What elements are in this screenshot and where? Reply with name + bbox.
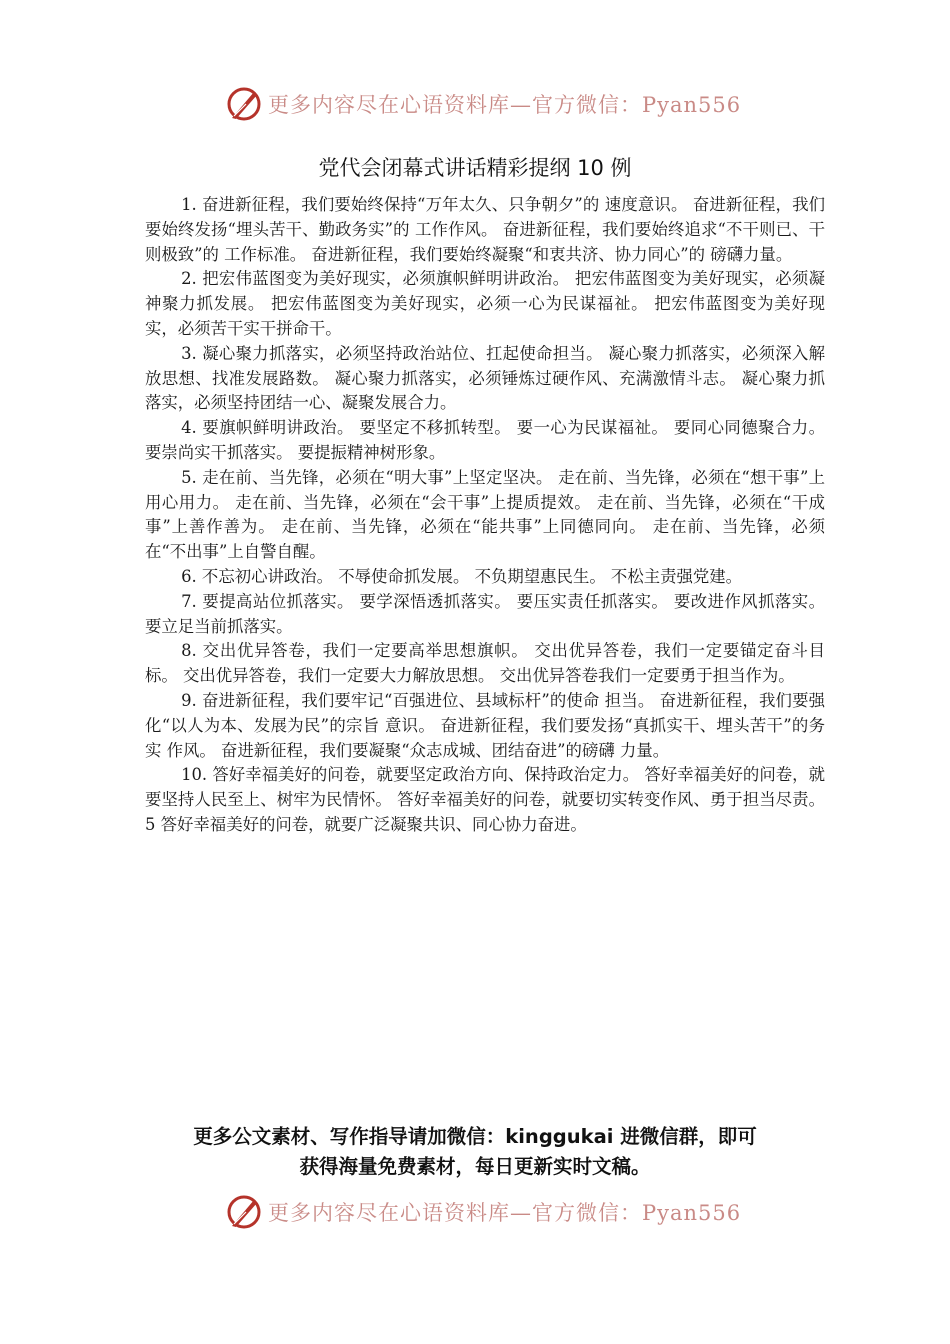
footer-line-1: 更多公文素材、写作指导请加微信：kinggukai 进微信群，即可: [193, 1125, 757, 1148]
paragraph-6: 6. 不忘初心讲政治。 不辱使命抓发展。 不负期望惠民生。 不松主责强党建。: [181, 566, 743, 586]
paragraph-2: 2. 把宏伟蓝图变为美好现实，必须旗帜鲜明讲政治。 把宏伟蓝图变为美好现实，必须凝神聚力抓发展。 把宏伟蓝图变为美好现实，必须一心为民谋福祉。 把宏伟蓝图变为美好现实，必须苦干实干拼命干。: [145, 269, 825, 338]
paragraph-10: 10. 答好幸福美好的问卷，就要坚定政治方向、保持政治定力。 答好幸福美好的问卷，就要坚持人民至上、树牢为民情怀。 答好幸福美好的问卷，就要切实转变作风、勇于担当尽责。 5 答好幸福美好的问卷，就要广泛凝聚共识、同心协力奋进。: [145, 765, 825, 834]
paragraph-7: 7. 要提高站位抓落实。 要学深悟透抓落实。 要压实责任抓落实。 要改进作风抓落实。 要立足当前抓落实。: [145, 591, 825, 636]
quill-logo-icon: [224, 84, 264, 124]
paragraph-4: 4. 要旗帜鲜明讲政治。 要坚定不移抓转型。 要一心为民谋福祉。 要同心同德聚合力。 要崇尚实干抓落实。 要提振精神树形象。: [145, 418, 825, 462]
footer-line-2: 获得海量免费素材，每日更新实时文稿。: [299, 1155, 651, 1178]
watermark-text: 更多内容尽在心语资料库—官方微信：Pyan556: [268, 1201, 742, 1225]
paragraph-8: 8. 交出优异答卷，我们一定要高举思想旗帜。 交出优异答卷，我们一定要锚定奋斗目标。 交出优异答卷，我们一定要大力解放思想。 交出优异答卷我们一定要勇于担当作为。: [145, 641, 825, 686]
header-watermark: [224, 82, 744, 126]
document-title: 党代会闭幕式讲话精彩提纲 10 例: [318, 156, 632, 180]
watermark-text: 更多内容尽在心语资料库—官方微信：Pyan556: [268, 93, 742, 117]
paragraph-9: 9. 奋进新征程，我们要牢记“百强进位、县域标杆”的使命 担当。 奋进新征程，我们要强化“以人为本、发展为民”的宗旨 意识。 奋进新征程，我们要发扬“真抓实干、埋头苦干”的务实 作风。 奋进新征程，我们要凝聚“众志成城、团结奋进”的磅礴 力量。: [145, 690, 825, 760]
document-body: [145, 193, 825, 838]
footer-watermark: [224, 1190, 744, 1234]
quill-logo-icon: [224, 1192, 264, 1232]
paragraph-3: 3. 凝心聚力抓落实，必须坚持政治站位、扛起使命担当。 凝心聚力抓落实，必须深入解放思想、找准发展路数。 凝心聚力抓落实，必须锤炼过硬作风、充满激情斗志。 凝心聚力抓落实，必须坚持团结一心、凝聚发展合力。: [145, 343, 825, 413]
paragraph-5: 5. 走在前、当先锋，必须在“明大事”上坚定坚决。 走在前、当先锋，必须在“想干事”上用心用力。 走在前、当先锋，必须在“会干事”上提质提效。 走在前、当先锋，必须在“干成事”上善作善为。 走在前、当先锋，必须在“能共事”上同德同向。 走在前、当先锋，必须在“不出事”上自警自醒。: [145, 467, 825, 562]
footer-promo: [120, 1122, 830, 1182]
paragraph-1: 1. 奋进新征程，我们要始终保持“万年太久、只争朝夕”的 速度意识。 奋进新征程，我们要始终发扬“埋头苦干、勤政务实”的 工作作风。 奋进新征程，我们要始终追求“不干则已、干则极致”的 工作标准。 奋进新征程，我们要始终凝聚“和衷共济、协力同心”的 磅礴力量。: [145, 195, 825, 264]
